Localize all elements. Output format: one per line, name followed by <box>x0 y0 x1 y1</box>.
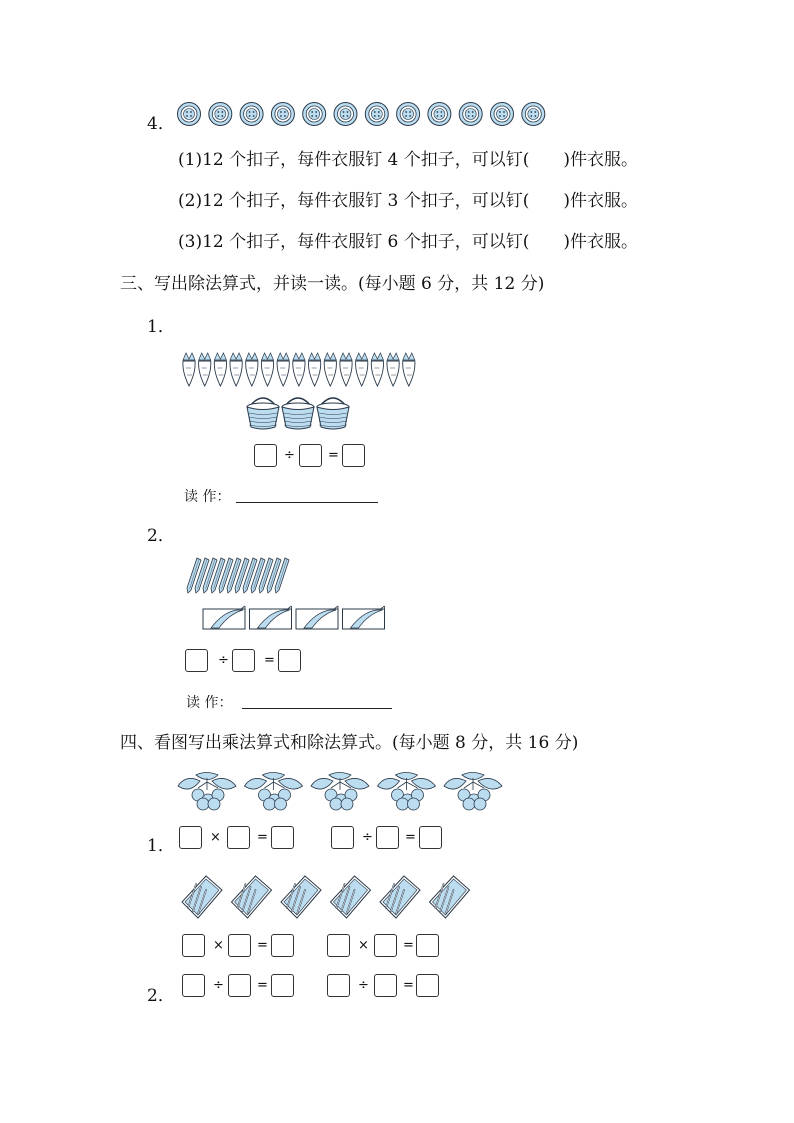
radish-icon <box>230 353 242 386</box>
s4q2-div-box-3[interactable] <box>271 974 294 997</box>
button-icon <box>397 103 420 126</box>
s4q2-div2-box-2[interactable] <box>374 974 397 997</box>
q4-item-2: (2)12 个扣子，每件衣服钉 3 个扣子，可以钉( )件衣服。 <box>178 191 639 211</box>
chopstick-tray-icon <box>430 876 470 918</box>
s4q1-div-eq-sign: = <box>405 830 416 845</box>
pencils-illustration <box>184 557 288 595</box>
button-icon <box>240 103 263 126</box>
fruit-branch-icon <box>378 773 436 811</box>
button-icon <box>365 103 388 126</box>
radish-icon <box>371 353 383 386</box>
s3q1-answer-box-2[interactable] <box>299 444 322 467</box>
chopstick-tray-icon <box>380 876 420 918</box>
button-icon <box>303 103 326 126</box>
s4q2-mul2-box-1[interactable] <box>327 934 350 957</box>
s3q1-answer-box-3[interactable] <box>342 444 365 467</box>
basket-icon <box>317 398 349 429</box>
chopstick-tray-icon <box>182 876 222 918</box>
radish-icon <box>387 353 399 386</box>
fruit-branch-icon <box>444 773 502 811</box>
chopstick-tray-icon <box>232 876 272 918</box>
pencil-case-icon <box>250 606 292 629</box>
pencil-case-icon <box>296 606 338 629</box>
s4q1-mul-box-1[interactable] <box>179 826 202 849</box>
s3q2-read-label: 读 作： <box>186 695 233 711</box>
s4q2-mul2-eq-sign: = <box>403 938 414 953</box>
button-icon <box>209 103 232 126</box>
s4q2-mul2-box-2[interactable] <box>374 934 397 957</box>
s4q1-mul-box-2[interactable] <box>227 826 250 849</box>
s4q2-mul2-box-3[interactable] <box>416 934 439 957</box>
section3-q2-number: 2． <box>147 526 175 546</box>
button-icon <box>522 103 545 126</box>
radish-icon <box>246 353 258 386</box>
s4q2-div2-eq-sign: = <box>403 978 414 993</box>
s4q1-div-box-1[interactable] <box>331 826 354 849</box>
s4q2-mul-sign: × <box>213 938 224 953</box>
section3-q1-number: 1． <box>147 317 175 337</box>
q4-item-1: (1)12 个扣子，每件衣服钉 4 个扣子，可以钉( )件衣服。 <box>178 150 639 170</box>
radish-icon <box>324 353 336 386</box>
s3q1-read-line[interactable] <box>236 502 378 503</box>
s4q2-mul2-sign: × <box>358 938 369 953</box>
s4q2-div2-box-1[interactable] <box>327 974 350 997</box>
radish-icon <box>199 353 211 386</box>
s3q2-div-sign: ÷ <box>218 653 229 668</box>
button-icon <box>178 103 201 126</box>
s4q1-mul-sign: × <box>210 830 221 845</box>
fruit-branch-icon <box>311 773 369 811</box>
radish-icon <box>277 353 289 386</box>
buttons-illustration <box>176 101 546 127</box>
basket-icon <box>282 398 314 429</box>
button-icon <box>428 103 451 126</box>
section4-heading: 四、看图写出乘法算式和除法算式。(每小题 8 分，共 16 分) <box>120 733 579 753</box>
button-icon <box>459 103 482 126</box>
s3q2-answer-box-3[interactable] <box>278 649 301 672</box>
s4q2-mul-eq-sign: = <box>257 938 268 953</box>
s3q1-div-sign: ÷ <box>284 448 295 463</box>
radish-icon <box>261 353 273 386</box>
pencil-case-icon <box>343 606 385 629</box>
section4-q2-number: 2． <box>147 986 175 1006</box>
s4q1-div-box-2[interactable] <box>376 826 399 849</box>
radish-icon <box>214 353 226 386</box>
section3-heading: 三、写出除法算式，并读一读。(每小题 6 分，共 12 分) <box>120 274 545 294</box>
s3q1-answer-box-1[interactable] <box>254 444 277 467</box>
button-icon <box>271 103 294 126</box>
s4q1-mul-eq-sign: = <box>257 830 268 845</box>
s4q2-div-box-1[interactable] <box>182 974 205 997</box>
s3q2-answer-box-1[interactable] <box>185 649 208 672</box>
fruit-branches-illustration <box>176 772 502 812</box>
s4q1-div-sign: ÷ <box>362 830 373 845</box>
radish-icon <box>403 353 415 386</box>
radishes-illustration <box>181 352 423 388</box>
s4q2-mul-box-3[interactable] <box>271 934 294 957</box>
s3q2-answer-box-2[interactable] <box>232 649 255 672</box>
button-icon <box>491 103 514 126</box>
s4q1-div-box-3[interactable] <box>419 826 442 849</box>
radish-icon <box>293 353 305 386</box>
s3q2-read-line[interactable] <box>242 708 392 709</box>
s3q1-eq-sign: = <box>328 448 339 463</box>
s4q1-mul-box-3[interactable] <box>271 826 294 849</box>
s4q2-div-sign: ÷ <box>213 978 224 993</box>
q4-item-3: (3)12 个扣子，每件衣服钉 6 个扣子，可以钉( )件衣服。 <box>178 232 639 252</box>
fruit-branch-icon <box>245 773 303 811</box>
chopstick-tray-icon <box>331 876 371 918</box>
s4q2-mul-box-1[interactable] <box>182 934 205 957</box>
chopstick-tray-icon <box>281 876 321 918</box>
chopstick-trays-illustration <box>180 872 480 922</box>
pencil-case-icon <box>203 606 245 629</box>
pencil-cases-illustration <box>202 606 390 632</box>
baskets-illustration <box>244 392 352 432</box>
q4-number: 4． <box>147 114 175 134</box>
s4q2-div-box-2[interactable] <box>228 974 251 997</box>
button-icon <box>334 103 357 126</box>
s4q2-div2-box-3[interactable] <box>416 974 439 997</box>
s3q2-eq-sign: = <box>264 653 275 668</box>
section4-q1-number: 1． <box>147 836 175 856</box>
s4q2-mul-box-2[interactable] <box>228 934 251 957</box>
s4q2-div-eq-sign: = <box>257 978 268 993</box>
s3q1-read-label: 读 作： <box>184 489 231 505</box>
radish-icon <box>356 353 368 386</box>
radish-icon <box>183 353 195 386</box>
radish-icon <box>308 353 320 386</box>
s4q2-div2-sign: ÷ <box>358 978 369 993</box>
basket-icon <box>247 398 279 429</box>
radish-icon <box>340 353 352 386</box>
fruit-branch-icon <box>178 773 236 811</box>
